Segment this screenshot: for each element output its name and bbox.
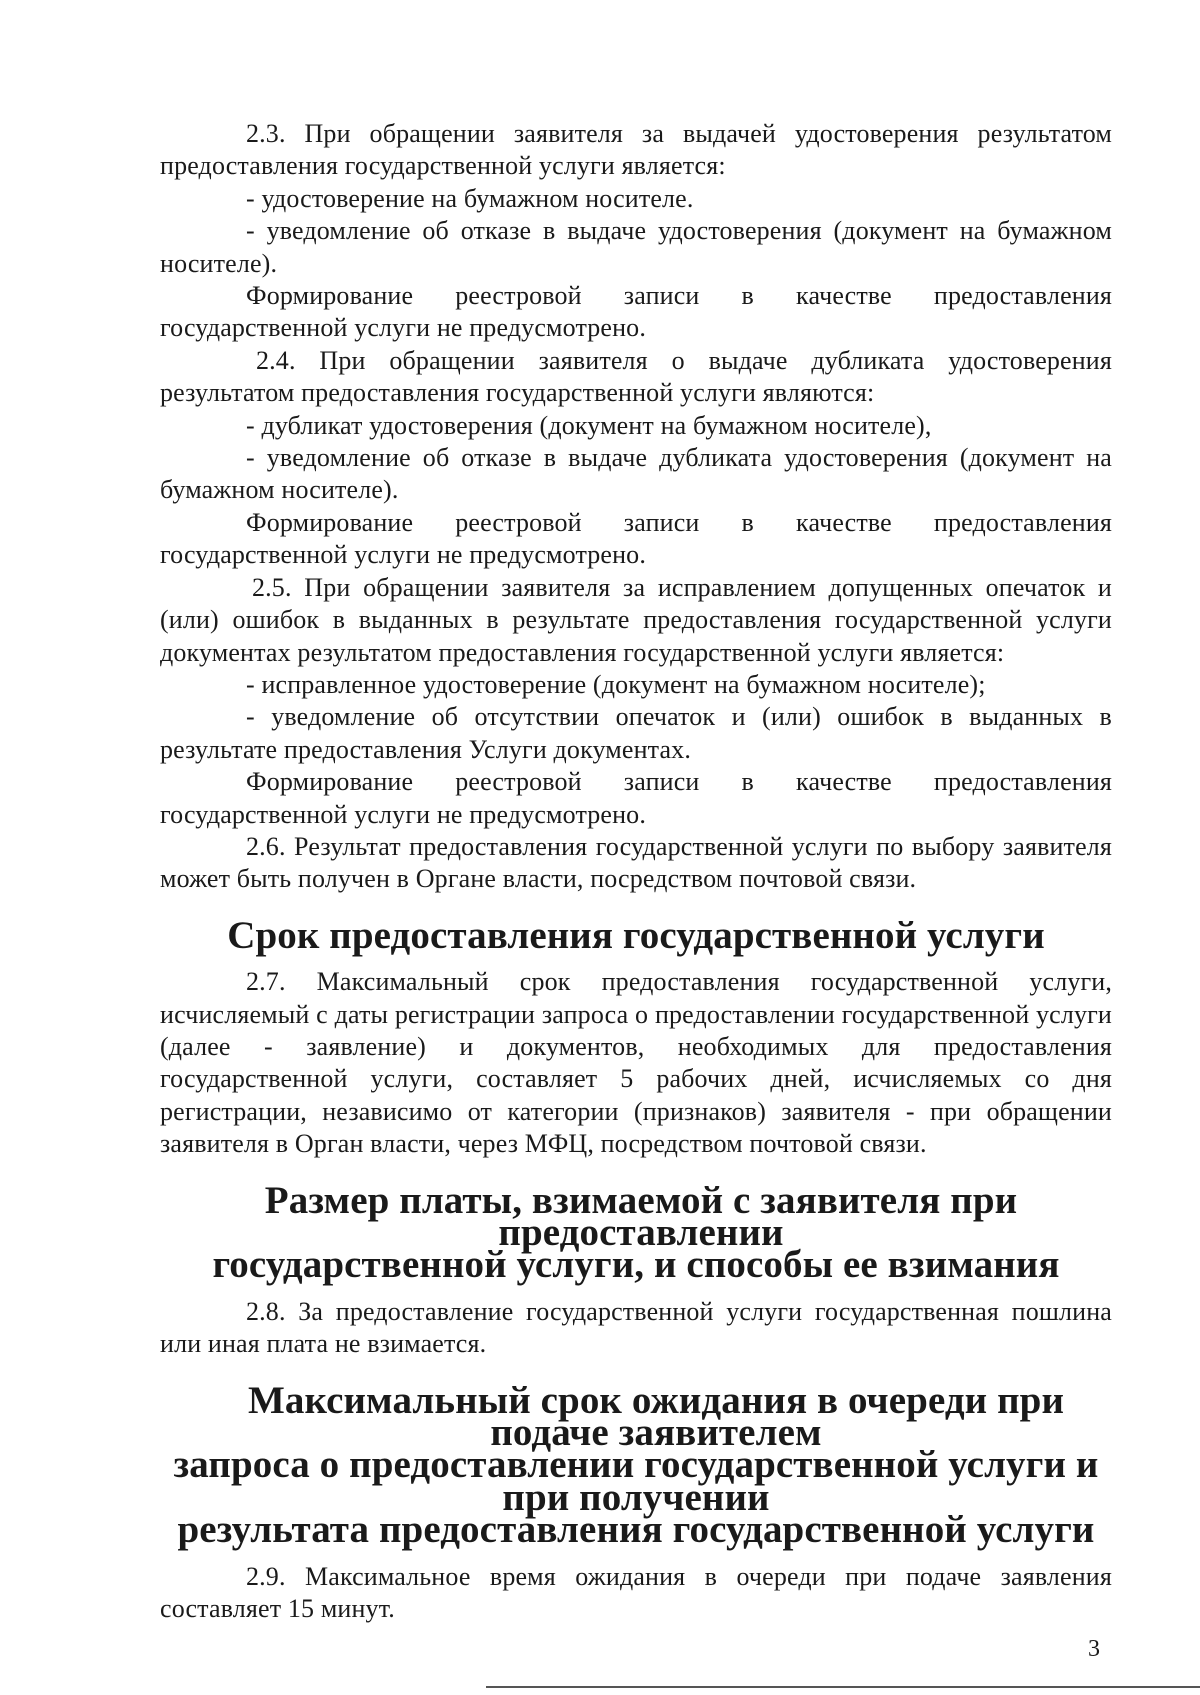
footer-scan-edge <box>486 1686 1200 1688</box>
heading-service-term <box>160 913 1112 957</box>
heading-queue-time-line-3: результата предоставления государственной услуги <box>177 1508 1095 1552</box>
heading-queue-time <box>160 1378 1112 1552</box>
heading-queue-time-line-2: запроса о предоставлении государственной услуги и при получении <box>173 1443 1099 1519</box>
list-item-refusal-notice: - уведомление об отказе в выдаче удостоверения (документ на бумажном носителе). <box>160 216 1112 278</box>
list-item-duplicate-refusal: - уведомление об отказе в выдаче дубликата удостоверения (документ на бумажном носителе). <box>160 443 1112 505</box>
paragraph-2-5: 2.5. При обращении заявителя за исправлением допущенных опечаток и (или) ошибок в выданных в результате предоставления государственной услуги документах результатом предоставления государственной услуги является: <box>160 572 1112 667</box>
paragraph-2-8: 2.8. За предоставление государственной услуги государственная пошлина или иная плата не взимается. <box>160 1296 1112 1359</box>
list-item-duplicate: - дубликат удостоверения (документ на бумажном носителе), <box>246 410 932 440</box>
document-page <box>160 118 1112 1625</box>
list-item-certificate-paper: - удостоверение на бумажном носителе. <box>246 183 694 213</box>
heading-fee <box>160 1178 1112 1287</box>
heading-fee-line-1: Размер платы, взимаемой с заявителя при предоставлении <box>264 1178 1018 1254</box>
list-item-no-errors-notice: - уведомление об отсутствии опечаток и (или) ошибок в выданных в результате предоставления Услуги документах. <box>160 702 1112 764</box>
paragraph-2-7: 2.7. Максимальный срок предоставления государственной услуги, исчисляемый с даты регистрации запроса о предоставлении государственной услуги (далее - заявление) и документов, необходимых для предоставления государственной услуги, составляет 5 рабочих дней, исчисляемых со дня регистрации, независимо от категории (признаков) заявителя - при обращении заявителя в Орган власти, через МФЦ, посредством почтовой связи. <box>160 967 1112 1159</box>
heading-fee-line-2: государственной услуги, и способы ее взимания <box>212 1243 1060 1287</box>
page-number: 3 <box>1088 1636 1100 1662</box>
registry-note-2-3: Формирование реестровой записи в качестве предоставления государственной услуги не предусмотрено. <box>160 281 1112 343</box>
paragraph-2-9: 2.9. Максимальное время ожидания в очереди при подаче заявления составляет 15 минут. <box>160 1561 1112 1624</box>
registry-note-2-4: Формирование реестровой записи в качестве предоставления государственной услуги не предусмотрено. <box>160 507 1112 570</box>
heading-service-term-line: Срок предоставления государственной услуги <box>227 913 1045 957</box>
heading-queue-time-line-1: Максимальный срок ожидания в очереди при подаче заявителем <box>247 1378 1065 1455</box>
paragraph-2-3: 2.3. При обращении заявителя за выдачей удостоверения результатом предоставления государственной услуги является: <box>160 119 1112 181</box>
registry-note-2-5: Формирование реестровой записи в качестве предоставления государственной услуги не предусмотрено. <box>160 767 1112 829</box>
paragraph-2-4: 2.4. При обращении заявителя о выдаче дубликата удостоверения результатом предоставления государственной услуги являются: <box>160 345 1112 408</box>
paragraph-2-6: 2.6. Результат предоставления государственной услуги по выбору заявителя может быть получен в Органе власти, посредством почтовой связи. <box>160 831 1112 894</box>
list-item-corrected-certificate: - исправленное удостоверение (документ на бумажном носителе); <box>246 669 986 699</box>
